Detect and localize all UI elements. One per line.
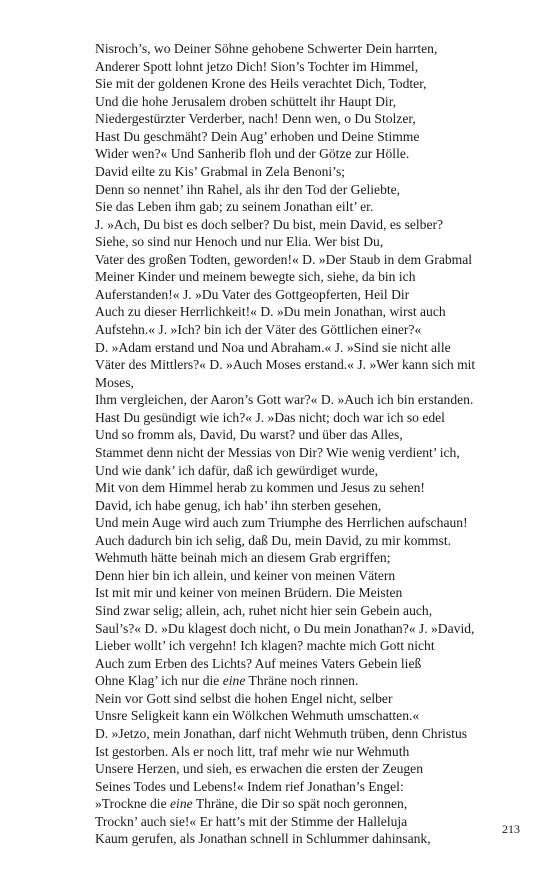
text-line: Seines Todes und Lebens!« Indem rief Jonathan’s Engel:: [95, 778, 404, 794]
text-line: Wider wen?« Und Sanherib floh und der Götze zur Hölle.: [95, 146, 410, 162]
emphasized-word: eine: [222, 673, 246, 689]
poem-text: [95, 40, 525, 848]
text-segment: Thräne, die Dir so spät noch geronnen,: [192, 796, 408, 812]
text-line: Auch zu dieser Herrlichkeit!« D. »Du mein Jonathan, wirst auch: [95, 304, 446, 320]
text-line: Mit von dem Himmel herab zu kommen und Jesus zu sehen!: [95, 480, 425, 496]
text-line: Niedergestürzter Verderber, nach! Denn wen, o Du Stolzer,: [95, 111, 416, 127]
text-line: Sie mit der goldenen Krone des Heils verachtet Dich, Todter,: [95, 76, 427, 92]
text-line: Ihm vergleichen, der Aaron’s Gott war?« D. »Auch ich bin erstanden.: [95, 392, 474, 408]
page-number: 213: [502, 822, 520, 836]
text-line: Auch dadurch bin ich selig, daß Du, mein David, zu mir kommst.: [95, 532, 452, 548]
text-line: [95, 795, 525, 813]
text-line: Denn so nennet’ ihn Rahel, als ihr den Tod der Geliebte,: [95, 181, 401, 197]
text-line: Hast Du gesündigt wie ich?« J. »Das nicht; doch war ich so edel: [95, 409, 445, 425]
text-line: Ist mit mir und keiner von meinen Brüdern. Die Meisten: [95, 585, 403, 601]
text-line: Sie das Leben ihm gab; zu seinem Jonathan eilt’ er.: [95, 199, 374, 215]
text-line: J. »Ach, Du bist es doch selber? Du bist, mein David, es selber?: [95, 216, 444, 232]
text-line: Nisroch’s, wo Deiner Söhne gehobene Schwerter Dein harrten,: [95, 41, 438, 56]
text-segment: Ohne Klag’ ich nur die: [95, 673, 223, 689]
text-line: [95, 672, 525, 690]
text-line: Unsere Herzen, und sieh, es erwachen die ersten der Zeugen: [95, 761, 423, 777]
text-line: Und wie dank’ ich dafür, daß ich gewürdiget wurde,: [95, 462, 379, 478]
text-line: D. »Adam erstand und Noa und Abraham.« J. »Sind sie nicht alle: [95, 339, 451, 355]
text-line: Wehmuth hätte beinah mich an diesem Grab ergriffen;: [95, 550, 391, 566]
text-line: Auferstanden!« J. »Du Vater des Gottgeopferten, Heil Dir: [95, 286, 410, 302]
text-line: D. »Jetzo, mein Jonathan, darf nicht Wehmuth trüben, denn Christus: [95, 725, 468, 741]
text-line: Sind zwar selig; allein, ach, ruhet nicht hier sein Gebein auch,: [95, 603, 433, 618]
text-line: Denn hier bin ich allein, und keiner von meinen Vätern: [95, 567, 396, 583]
text-segment: »Trockne die: [95, 796, 171, 812]
text-line: David eilte zu Kis’ Grabmal in Zela Benoni’s;: [95, 163, 346, 179]
text-line: Lieber wollt’ ich vergehn! Ich klagen? machte mich Gott nicht: [95, 638, 435, 654]
text-line: Aufstehn.« J. »Ich? bin ich der Väter des Göttlichen einer?«: [95, 322, 422, 337]
text-line: Ist gestorben. Als er noch litt, traf mehr wie nur Wehmuth: [95, 743, 410, 759]
text-line: Und mein Auge wird auch zum Triumphe des Herrlichen aufschaun!: [95, 515, 468, 531]
text-line: Anderer Spott lohnt jetzo Dich! Sion’s Tochter im Himmel,: [95, 58, 419, 74]
text-line: Nein vor Gott sind selbst die hohen Engel nicht, selber: [95, 690, 393, 706]
text-line: Hast Du geschmäht? Dein Aug’ erhoben und Deine Stimme: [95, 128, 420, 144]
text-line: Saul’s?« D. »Du klagest doch nicht, o Du mein Jonathan?« J. »David,: [95, 620, 475, 636]
text-line: Auch zum Erben des Lichts? Auf meines Vaters Gebein ließ: [95, 655, 422, 671]
text-line: Und die hohe Jerusalem droben schüttelt ihr Haupt Dir,: [95, 93, 397, 109]
text-line: Trockn’ auch sie!« Er hatt’s mit der Stimme der Halleluja: [95, 813, 408, 829]
text-line: Meiner Kinder und meinem bewegte sich, siehe, da bin ich: [95, 269, 416, 285]
emphasized-word: eine: [170, 796, 193, 812]
text-line: Stammet denn nicht der Messias von Dir? Wie wenig verdient’ ich,: [95, 444, 460, 460]
text-line: Und so fromm als, David, Du warst? und über das Alles,: [95, 427, 403, 443]
text-line: Väter des Mittlers?« D. »Auch Moses erstand.« J. »Wer kann sich mit: [95, 357, 476, 373]
text-line: David, ich habe genug, ich hab’ ihn sterben gesehen,: [95, 497, 382, 513]
text-line: Kaum gerufen, als Jonathan schnell in Schlummer dahinsank,: [95, 831, 431, 847]
text-line: Unsre Seligkeit kann ein Wölkchen Wehmuth umschatten.«: [95, 708, 420, 724]
text-line: Vater des großen Todten, geworden!« D. »Der Staub in dem Grabmal: [95, 251, 473, 267]
text-segment: Thräne noch rinnen.: [245, 673, 359, 689]
text-line: Siehe, so sind nur Henoch und nur Elia. Wer bist Du,: [95, 234, 384, 250]
text-line: Moses,: [95, 374, 134, 390]
